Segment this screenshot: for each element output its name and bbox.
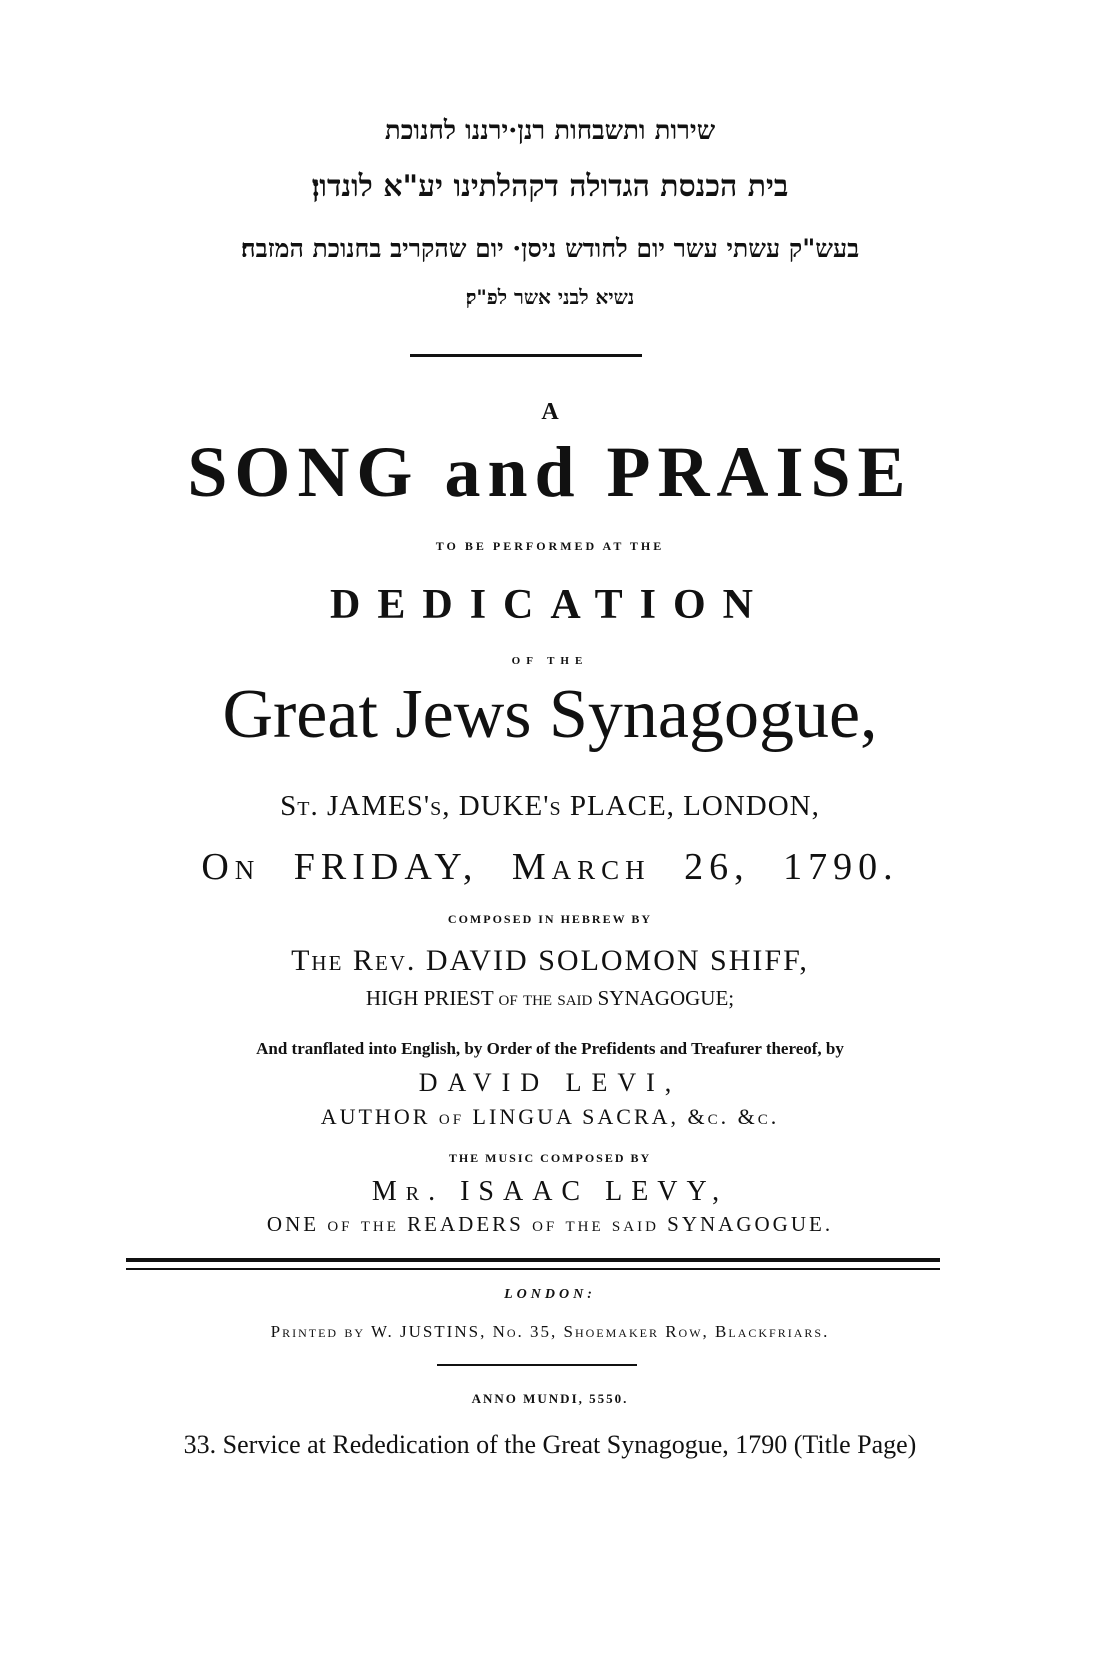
main-title: SONG and PRAISE bbox=[187, 432, 913, 512]
title-article: A bbox=[541, 399, 559, 425]
of-the-line: OF THE bbox=[511, 655, 589, 667]
double-rule-thick bbox=[126, 1258, 940, 1262]
author-name: The Rev. DAVID SOLOMON SHIFF, bbox=[291, 944, 809, 977]
short-divider bbox=[410, 354, 642, 357]
hebrew-line-1: שירות ותשבחות רנן·ירננו לחנוכת bbox=[384, 116, 716, 146]
hebrew-line-2: בית הכנסת הגדולה דקהלתינו יע"א לונדון׃ bbox=[311, 169, 789, 204]
date-line: On FRIDAY, March 26, 1790. bbox=[201, 846, 899, 888]
imprint-place: LONDON: bbox=[504, 1287, 596, 1302]
location-line: St. JAMES's, DUKE's PLACE, LONDON, bbox=[280, 790, 820, 822]
composer-name: Mr. ISAAC LEVY, bbox=[371, 1176, 729, 1207]
music-label: THE MUSIC COMPOSED BY bbox=[448, 1151, 652, 1165]
translation-note: And tranflated into English, by Order of the Prefidents and Treafurer thereof, by bbox=[256, 1039, 844, 1058]
hebrew-line-4: נשיא לבני אשר לפ"ק׃ bbox=[465, 285, 635, 309]
translator-name: DAVID LEVI, bbox=[418, 1068, 682, 1097]
imprint-year: ANNO MUNDI, 5550. bbox=[471, 1391, 629, 1406]
hebrew-line-3: בעש"ק עשתי עשר יום לחודש ניסן· יום שהקריב בחנוכת המזבח׃ bbox=[240, 234, 860, 263]
performed-line: TO BE PERFORMED AT THE bbox=[435, 539, 665, 553]
author-title: HIGH PRIEST of the said SYNAGOGUE; bbox=[365, 986, 735, 1010]
imprint-printer: Printed by W. JUSTINS, No. 35, Shoemaker Row, Blackfriars. bbox=[270, 1322, 830, 1341]
double-rule-thin bbox=[126, 1268, 940, 1270]
composed-label: COMPOSED IN HEBREW BY bbox=[447, 912, 653, 926]
figure-caption: 33. Service at Rededication of the Great Synagogue, 1790 (Title Page) bbox=[183, 1430, 917, 1459]
dedication-heading: DEDICATION bbox=[330, 582, 770, 628]
short-divider-bottom bbox=[437, 1364, 637, 1366]
composer-title: ONE of the READERS of the said SYNAGOGUE. bbox=[266, 1212, 834, 1236]
synagogue-name: Great Jews Synagogue, bbox=[222, 676, 878, 753]
translator-title: AUTHOR of LINGUA SACRA, &c. &c. bbox=[320, 1104, 780, 1129]
